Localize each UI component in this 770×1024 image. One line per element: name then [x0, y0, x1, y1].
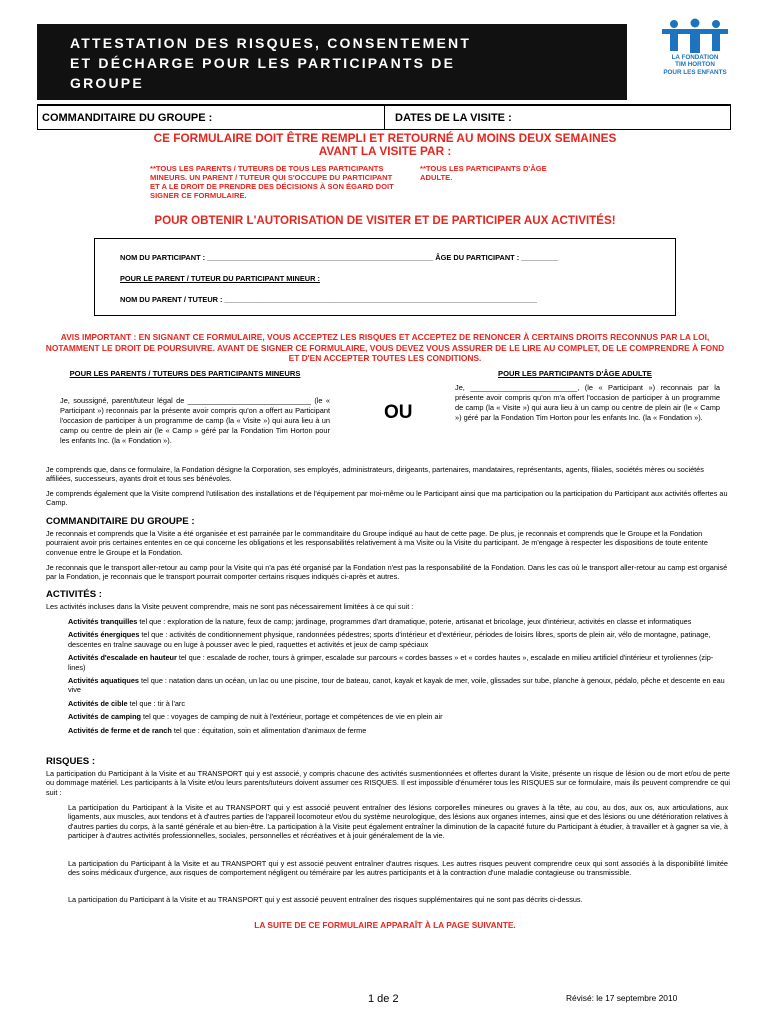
activity-text: tel que : escalade de rocher, tours à grimper, escalade sur parcours « cordes basses » et « cordes hautes », escalade en milieu artificiel d'intérieur et tyroliennes (zip-lines) — [68, 653, 714, 672]
sponsor-label: COMMANDITAIRE DU GROUPE : — [42, 112, 213, 124]
transport-paragraph: Je reconnais que le transport aller-retour au camp pour la Visite qui n'a pas été organisé par la Fondation n'est pas la responsabilité de la Fondation. Dans les cas où le transport aller-retour au camp est organisé par la Fondation, je reconnais que le transport pourrait comporter certains risques indiqués ci-après et autres. — [46, 563, 728, 582]
additional-risks-paragraph: La participation du Participant à la Visite et au TRANSPORT qui y est associé peuvent entraîner des risques supplémentaires qui ne sont pas décrits ci-dessus. — [68, 895, 583, 904]
list-item — [68, 726, 728, 735]
foundation-definition-paragraph: Je comprends que, dans ce formulaire, la Fondation désigne la Corporation, ses employés, administrateurs, dirigeants, partenaires, mandataires, représentants, agents, filiales, sociétés mères ou sociétés affiliées, successeurs, ayants droit et tous ses bénévoles. — [46, 465, 704, 484]
group-sponsor-heading: COMMANDITAIRE DU GROUPE : — [46, 516, 195, 527]
logo-text: LA FONDATION TIM HORTON POUR LES ENFANTS — [663, 54, 727, 76]
activity-text: tel que : tir à l'arc — [127, 698, 185, 708]
activity-name: Activités de camping — [68, 712, 141, 722]
activity-name: Activités énergiques — [68, 630, 140, 640]
page-title: ATTESTATION DES RISQUES, CONSENTEMENT ET DÉCHARGE POUR LES PARTICIPANTS DE GROUPE — [70, 35, 472, 91]
visit-definition-paragraph: Je comprends également que la Visite comprend l'utilisation des installations et de l'équipement par moi-même ou le Participant ainsi que ma participation ou la participation du Participant aux activités offertes au Camp. — [46, 489, 728, 508]
return-instructions-heading: CE FORMULAIRE DOIT ÊTRE REMPLI ET RETOURNÉ AU MOINS DEUX SEMAINES AVANT LA VISITE PAR : — [153, 131, 617, 158]
authorization-heading: POUR OBTENIR L'AUTORISATION DE VISITER ET DE PARTICIPER AUX ACTIVITÉS! — [154, 214, 616, 227]
revision-date: Révisé: le 17 septembre 2010 — [566, 993, 678, 1003]
participant-name-age-line[interactable]: NOM DU PARTICIPANT : _______________________________________________________ ÂGE DU PARTICIPANT : _________ — [120, 253, 559, 262]
parents-instruction: **TOUS LES PARENTS / TUTEURS DE TOUS LES PARTICIPANTS MINEURS. UN PARENT / TUTEUR QUI S'OCCUPE DU PARTICIPANT ET A LE DROIT DE PRENDRE DES DÉCISIONS À SON ÉGARD DOIT SIGNER CE FORMULAIRE. — [150, 164, 394, 201]
visit-dates-label: DATES DE LA VISITE : — [395, 112, 512, 124]
activities-intro: Les activités incluses dans la Visite peuvent comprendre, mais ne sont pas nécessairement limitées à ce qui suit : — [46, 602, 414, 611]
children-figures-icon — [640, 18, 750, 54]
adult-participants-heading: POUR LES PARTICIPANTS D'ÂGE ADULTE — [498, 369, 652, 378]
activity-name: Activités tranquilles — [68, 617, 138, 626]
minor-parents-heading: POUR LES PARENTS / TUTEURS DES PARTICIPANTS MINEURS — [69, 369, 301, 378]
activity-text: tel que : exploration de la nature, feux de camp; jardinage, programmes d'art dramatique, poterie, artisanat et bricolage, jeux d'intérieur, activités en classe et informatiques — [137, 617, 692, 626]
adult-participants-statement: Je, __________________________, (le « Participant ») reconnais par la présente avoir compris qu'on m'a offert l'occasion de participer à un programme de camp (la « Visite ») qui aura lieu à un camp ou centre de plein air (le « Camp ») géré par la Fondation Tim Horton pour les enfants Inc. (la « Fondation »). — [455, 383, 720, 422]
group-info-table — [37, 104, 731, 130]
activity-text: tel que : voyages de camping de nuit à l'extérieur, portage et compétences de vie en plein air — [141, 712, 443, 722]
list-item — [68, 712, 728, 721]
list-item — [68, 630, 728, 649]
minor-parents-statement: Je, soussigné, parent/tuteur légal de ______________________________ (le « Participant ») reconnais par la présente avoir compris qu'on a offert au Participant l'occasion de participer à un programme de camp (la « Visite ») qui aura lieu à un camp ou centre de plein air (le « Camp » géré par la Fondation Tim Horton pour les enfants Inc. (la « Fondation »). — [60, 396, 330, 445]
risks-intro-paragraph: La participation du Participant à la Visite et au TRANSPORT qui y est associé, y compris chacune des activités susmentionnées et offertes durant la Visite, présente un risque de lésion ou de mort et/ou de perte ou dommage matériel. Les participants à la Visite et/ou leurs parents/tuteurs doivent assumer ces RISQUES. Il est impossible d'énumérer tous les RISQUES sur ce formulaire, mais ils peuvent comprendre ce qui suit : — [46, 769, 730, 797]
participant-info-box — [94, 238, 676, 316]
foundation-logo — [640, 18, 750, 88]
title-banner — [37, 24, 627, 100]
sponsor-cell[interactable] — [38, 106, 385, 129]
or-divider: OU — [384, 402, 413, 423]
activity-text: tel que : natation dans un océan, un lac ou une piscine, tour de bateau, canot, kayak et kayak de mer, voile, glissades sur tube, planche à genoux, pédalo, pêche et descente en eau vive — [68, 676, 725, 695]
activities-list — [68, 617, 728, 739]
page-number: 1 de 2 — [368, 993, 399, 1005]
list-item — [68, 676, 728, 695]
risks-heading: RISQUES : — [46, 756, 96, 767]
continued-notice: LA SUITE DE CE FORMULAIRE APPARAÎT À LA PAGE SUIVANTE. — [254, 920, 516, 930]
list-item — [68, 699, 728, 708]
important-notice: AVIS IMPORTANT : EN SIGNANT CE FORMULAIRE, VOUS ACCEPTEZ LES RISQUES ET ACCEPTEZ DE RENONCER À CERTAINS DROITS RECONNUS PAR LA LOI, NOTAMMENT LE DROIT DE POURSUIVRE. AVANT DE SIGNER CE FORMULAIRE, VOUS DEVEZ VOUS ASSURER DE LE LIRE AU COMPLET, DE LE COMPRENDRE À FOND ET D'EN ACCEPTER TOUTES LES CONDITIONS. — [45, 332, 725, 363]
activity-text: tel que : activités de conditionnement physique, randonnées pédestres; sports d'intérieur et d'extérieur, périodes de loisirs libres, sports de plein air, vélo de montagne, patinage, descentes en traîne sauvage ou en luge à pousser avec le pied, raquettes et activités et jeux de camp spéciaux — [68, 630, 711, 649]
activity-name: Activités de ferme et de ranch — [68, 725, 172, 735]
minor-guardian-heading: POUR LE PARENT / TUTEUR DU PARTICIPANT MINEUR : — [120, 274, 320, 283]
activity-name: Activités aquatiques — [68, 676, 139, 686]
activity-name: Activités de cible — [68, 698, 128, 708]
other-risks-paragraph: La participation du Participant à la Visite et au TRANSPORT qui y est associé peuvent entraîner d'autres risques. Les autres risques peuvent comprendre ceux qui sont associés à la disponibilité limitée des soins médicaux d'urgence, aux risques de comportement négligent ou téméraire par les autres participants et à la contraction d'une maladie contagieuse ou transmissible. — [68, 859, 728, 878]
group-sponsor-paragraph: Je reconnais et comprends que la Visite a été organisée et est parrainée par le commanditaire du Groupe indiqué au haut de cette page. De plus, je reconnais et comprends que le Groupe et la Fondation pourraient avoir pris certaines ententes en ce qui concerne les obligations et les responsabilités relativement à ma Visite ou la Visite du participant. Je m'engage à respecter les dispositions de toute entente convenue entre le Groupe et la Fondation. — [46, 529, 708, 557]
list-item — [68, 617, 728, 626]
activity-name: Activités d'escalade en hauteur — [68, 653, 177, 663]
parent-name-line[interactable]: NOM DU PARENT / TUTEUR : ____________________________________________________________________________ — [120, 295, 537, 304]
activity-text: tel que : équitation, soin et alimentation d'animaux de ferme — [171, 725, 367, 735]
injury-risks-paragraph: La participation du Participant à la Visite et au TRANSPORT qui y est associé peuvent entraîner des lésions corporelles mineures ou graves à la tête, au cou, au dos, aux os, aux articulations, aux ligaments, aux muscles, aux tendons et à d'autres parties de l'appareil locomoteur et/ou du système neurologique, des lésions aux organes internes, ainsi que et des lésions ou une détérioration relatives à d'autres parties du corps, à la santé générale et au bien-être. La participation à la Visite peut également entraîner la diminution de la capacité future du Participant à étudier, à travailler et à gagner sa vie, à participer à d'autres activités professionnelles, sociales, personnelles et récréatives et à jouir généralement de la vie. — [68, 803, 728, 841]
list-item — [68, 653, 728, 672]
activities-heading: ACTIVITÉS : — [46, 589, 102, 600]
adults-instruction: **TOUS LES PARTICIPANTS D'ÂGE ADULTE. — [420, 164, 547, 183]
